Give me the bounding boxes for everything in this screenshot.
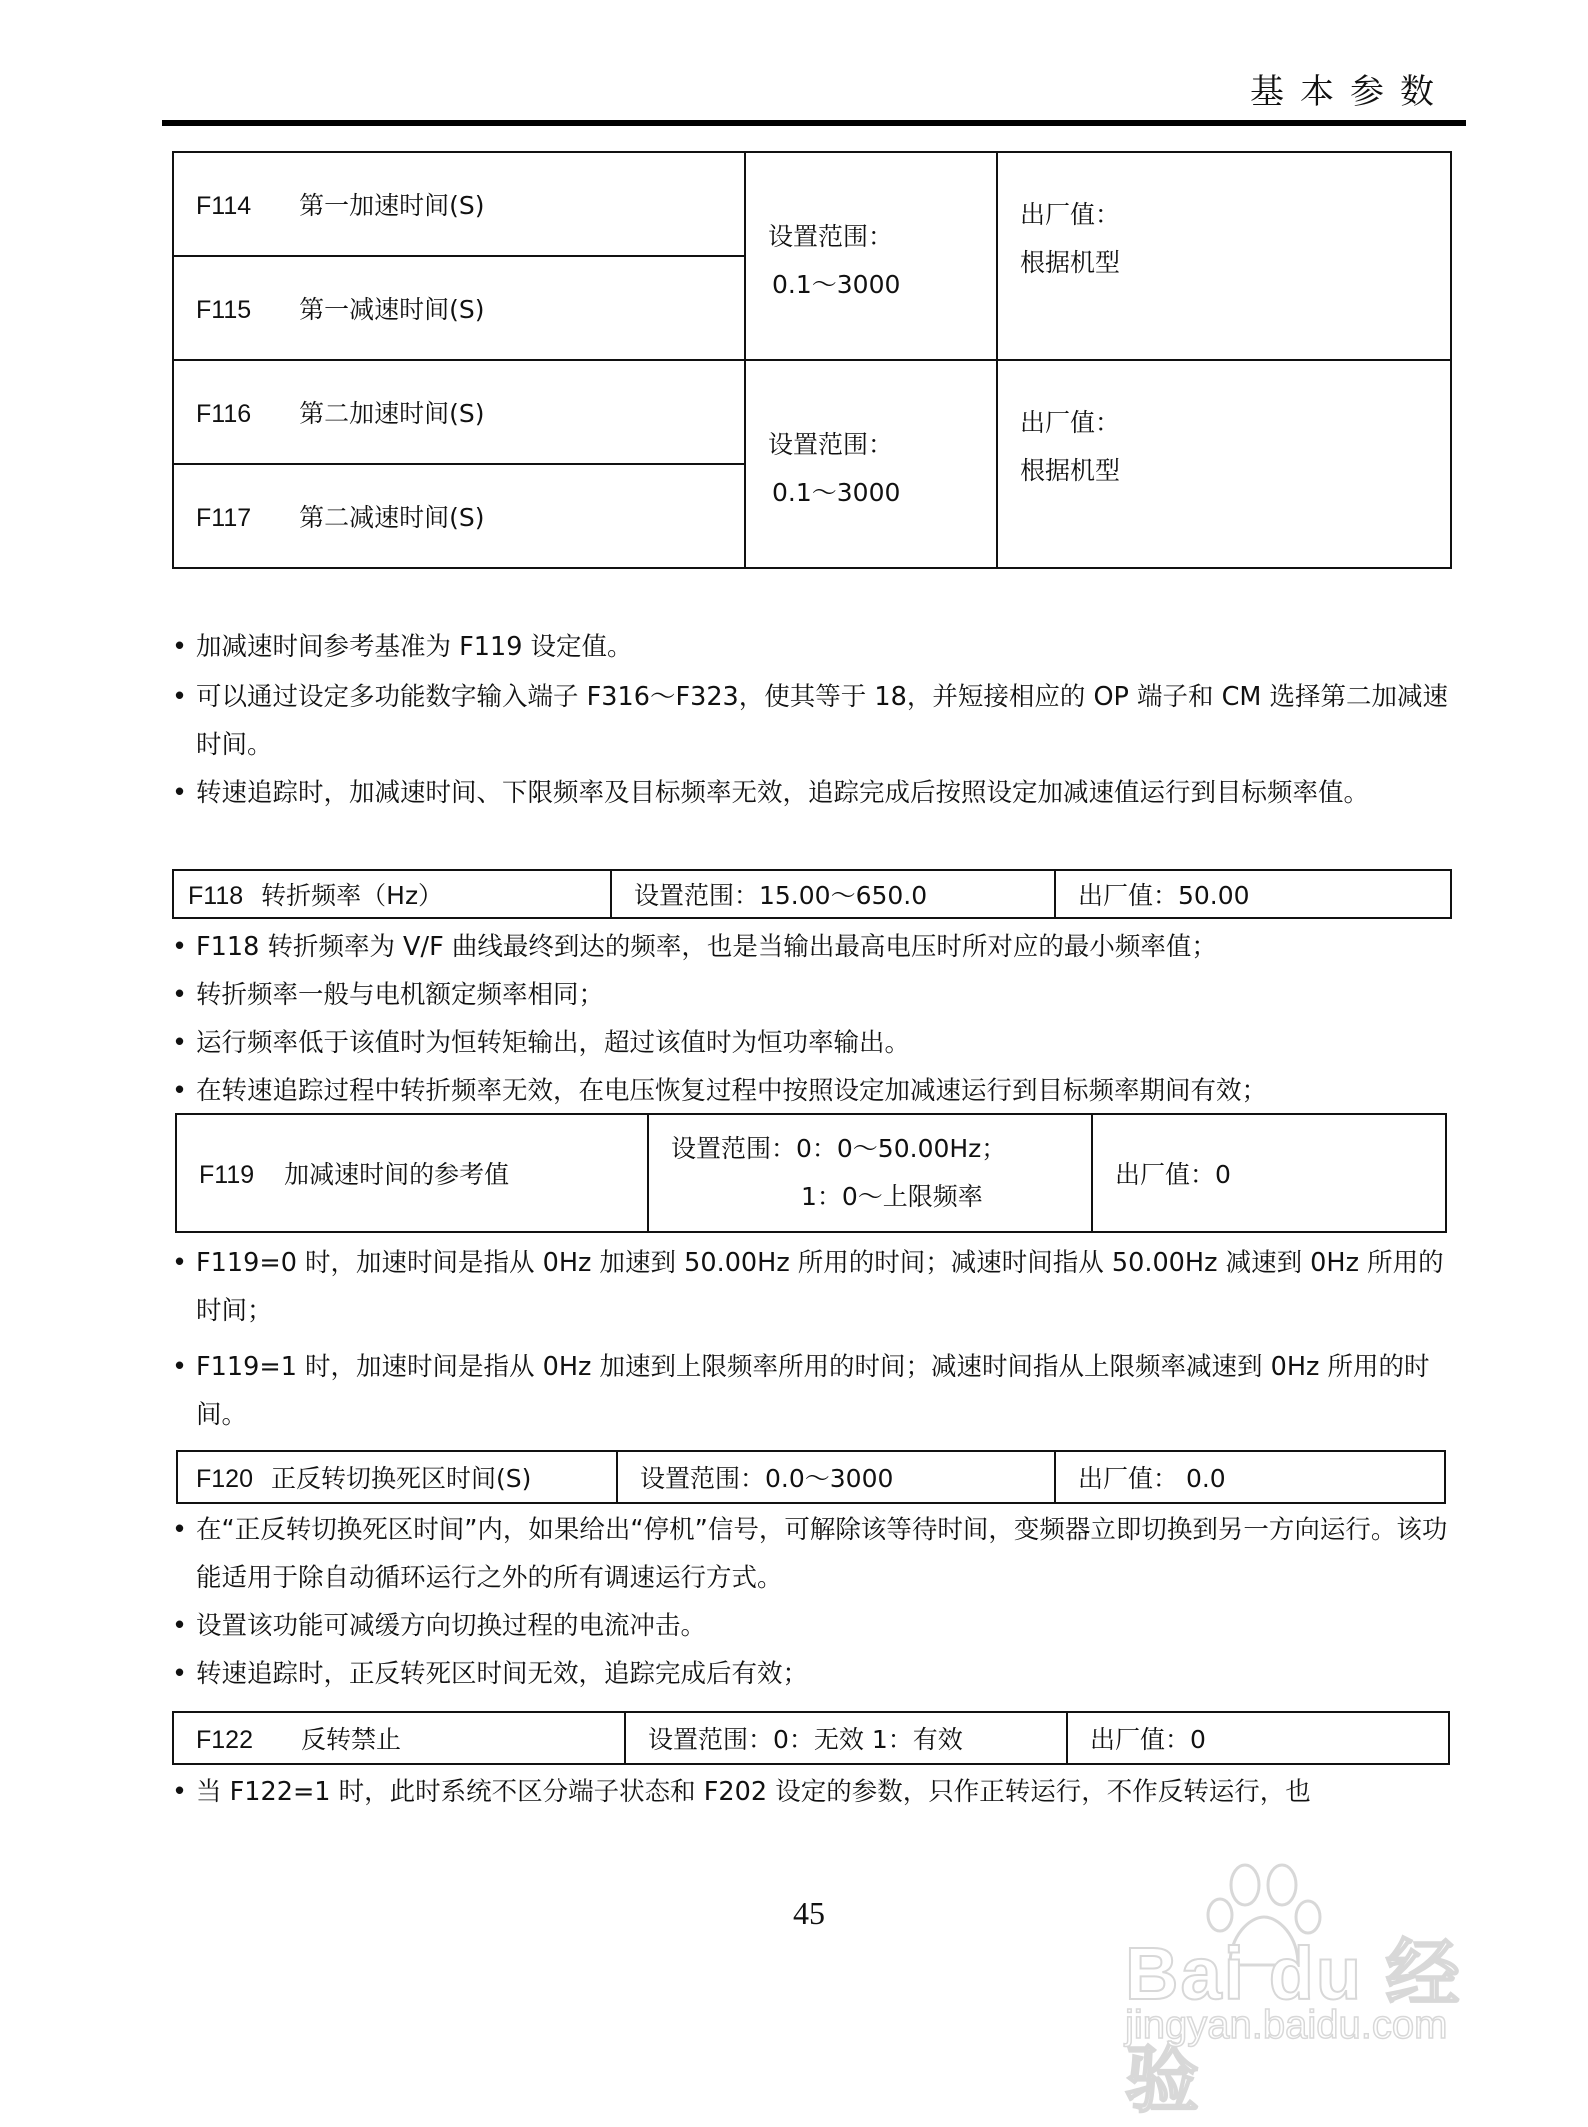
note-item: • 可以通过设定多功能数字输入端子 F316～F323，使其等于 18，并短接相应的 OP 端子和 CM 选择第二加减速时间。: [172, 673, 1462, 769]
default-cell-group1: 出厂值： 根据机型: [997, 152, 1451, 360]
f118-notes: [172, 923, 1462, 1115]
note-item: • 运行频率低于该值时为恒转矩输出，超过该值时为恒功率输出。: [172, 1019, 1462, 1067]
param-cell-f118: F118 转折频率（Hz）: [173, 870, 611, 918]
range-cell-group2: 设置范围： 0.1～3000: [745, 360, 997, 568]
note-item: • 设置该功能可减缓方向切换过程的电流冲击。: [172, 1602, 1462, 1650]
f122-notes: [172, 1768, 1462, 1816]
note-item: • 在转速追踪过程中转折频率无效，在电压恢复过程中按照设定加减速运行到目标频率期间有效；: [172, 1067, 1462, 1115]
note-item: • 当 F122=1 时，此时系统不区分端子状态和 F202 设定的参数，只作正转运行，不作反转运行，也: [172, 1768, 1462, 1816]
param-cell-f120: F120 正反转切换死区时间(S): [177, 1451, 617, 1503]
header-rule: [162, 120, 1466, 126]
default-cell-group2: 出厂值： 根据机型: [997, 360, 1451, 568]
section-title: 基本参数: [1250, 72, 1450, 112]
page-number: 45: [793, 1895, 825, 1931]
f122-table: [172, 1711, 1450, 1765]
note-item: • F119=1 时，加速时间是指从 0Hz 加速到上限频率所用的时间；减速时间指从上限频率减速到 0Hz 所用的时间。: [172, 1343, 1462, 1439]
note-item: • 在“正反转切换死区时间”内，如果给出“停机”信号，可解除该等待时间，变频器立即切换到另一方向运行。该功能适用于除自动循环运行之外的所有调速运行方式。: [172, 1506, 1462, 1602]
watermark-url: jingyan.baidu.com: [1125, 2003, 1448, 2047]
default-cell-f122: 出厂值：0: [1067, 1712, 1449, 1764]
watermark-logo: Bai du 经验: [1125, 1932, 1462, 2121]
accel-decel-table: [172, 151, 1452, 569]
range-cell-f118: 设置范围：15.00～650.0: [611, 870, 1055, 918]
note-item: • 转速追踪时，加减速时间、下限频率及目标频率无效，追踪完成后按照设定加减速值运行到目标频率值。: [172, 769, 1462, 817]
default-cell-f120: 出厂值： 0.0: [1055, 1451, 1445, 1503]
range-cell-f119: 设置范围：0：0～50.00Hz； 1：0～上限频率: [648, 1114, 1092, 1232]
f120-notes: [172, 1506, 1462, 1698]
default-cell-f118: 出厂值：50.00: [1055, 870, 1451, 918]
baidu-watermark: [1125, 1855, 1485, 2121]
f118-table: [172, 869, 1452, 919]
range-cell-f120: 设置范围：0.0～3000: [617, 1451, 1055, 1503]
f119-table: [175, 1113, 1447, 1233]
default-cell-f119: 出厂值：0: [1092, 1114, 1446, 1232]
f119-notes: [172, 1239, 1462, 1439]
note-item: • F118 转折频率为 V/F 曲线最终到达的频率，也是当输出最高电压时所对应的最小频率值；: [172, 923, 1462, 971]
param-cell-f119: F119 加减速时间的参考值: [176, 1114, 648, 1232]
param-cell-f117: F117 第二减速时间(S): [173, 464, 745, 568]
f120-table: [176, 1450, 1446, 1504]
note-item: • F119=0 时，加速时间是指从 0Hz 加速到 50.00Hz 所用的时间；减速时间指从 50.00Hz 减速到 0Hz 所用的时间；: [172, 1239, 1462, 1335]
param-cell-f115: F115 第一减速时间(S): [173, 256, 745, 360]
param-cell-f116: F116 第二加速时间(S): [173, 360, 745, 464]
range-cell-f122: 设置范围：0：无效 1：有效: [625, 1712, 1067, 1764]
param-cell-f122: F122 反转禁止: [173, 1712, 625, 1764]
param-cell-f114: F114 第一加速时间(S): [173, 152, 745, 256]
note-item: • 转速追踪时，正反转死区时间无效，追踪完成后有效；: [172, 1650, 1462, 1698]
note-item: • 加减速时间参考基准为 F119 设定值。: [172, 623, 1462, 671]
accel-decel-notes: [172, 623, 1462, 817]
note-item: • 转折频率一般与电机额定频率相同；: [172, 971, 1462, 1019]
range-cell-group1: 设置范围： 0.1～3000: [745, 152, 997, 360]
